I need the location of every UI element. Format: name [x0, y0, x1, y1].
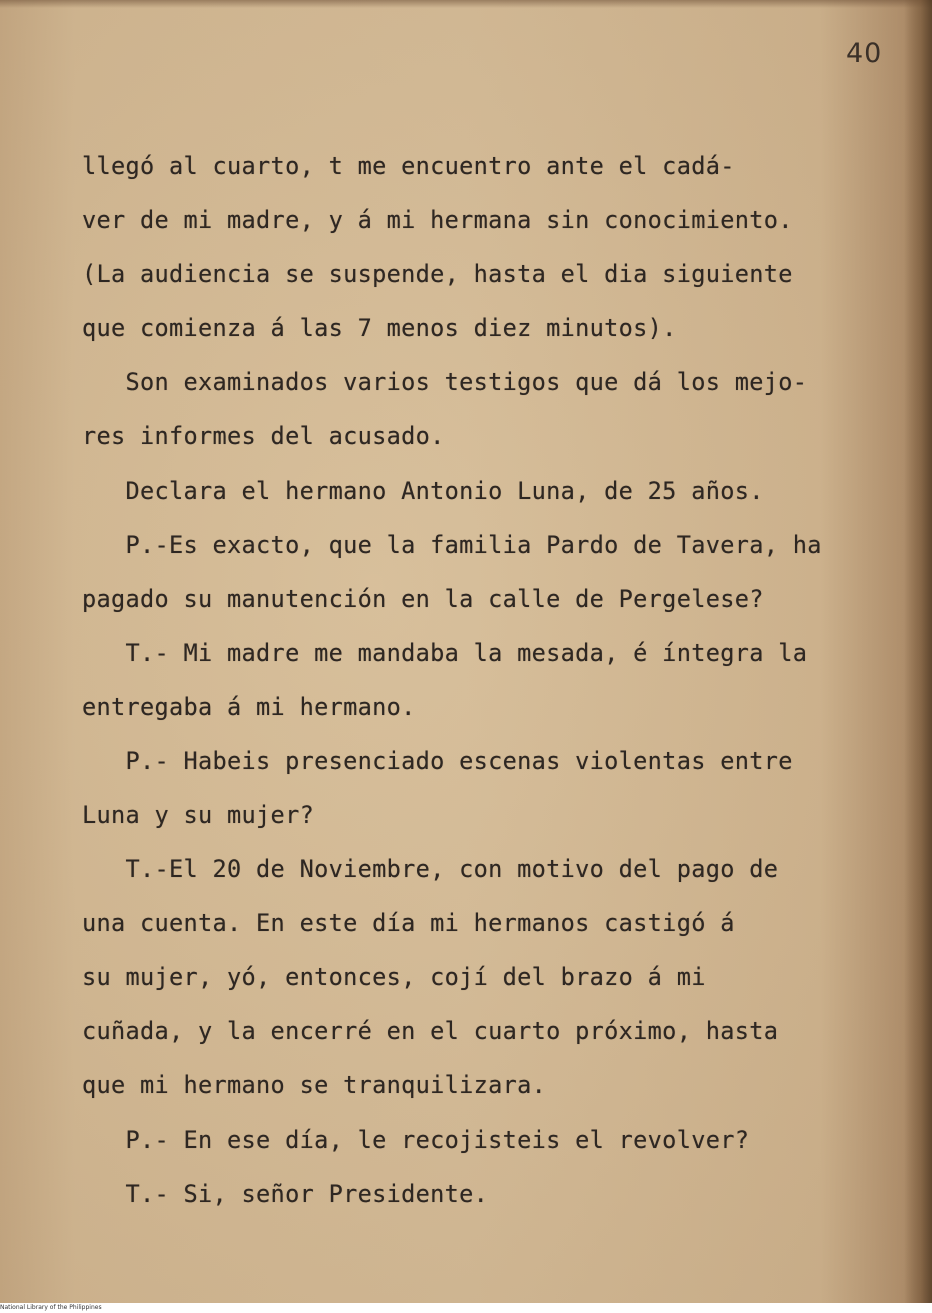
page-number: 40 — [846, 38, 883, 69]
text-line: que mi hermano se tranquilizara. — [82, 1071, 547, 1099]
text-line: T.- Si, señor Presidente. — [82, 1180, 489, 1208]
text-line: que comienza á las 7 menos diez minutos). — [82, 314, 677, 342]
text-line: Son examinados varios testigos que dá los mejo- — [82, 368, 808, 396]
text-line: T.- Mi madre me mandaba la mesada, é íntegra la — [82, 639, 808, 667]
text-line: pagado su manutención en la calle de Pergelese? — [82, 585, 764, 613]
text-line: (La audiencia se suspende, hasta el dia siguiente — [82, 260, 793, 288]
text-line: una cuenta. En este día mi hermanos castigó á — [82, 909, 735, 937]
text-line: P.- Habeis presenciado escenas violentas entre — [82, 747, 793, 775]
text-line: entregaba á mi hermano. — [82, 693, 416, 721]
text-line: P.-Es exacto, que la familia Pardo de Tavera, ha — [82, 531, 822, 559]
text-line: cuñada, y la encerré en el cuarto próximo, hasta — [82, 1017, 779, 1045]
text-line: su mujer, yó, entonces, cojí del brazo á mi — [82, 963, 706, 991]
text-line: llegó al cuarto, t me encuentro ante el cadá- — [82, 152, 735, 180]
text-line: T.-El 20 de Noviembre, con motivo del pago de — [82, 855, 779, 883]
footer-strip — [0, 1303, 932, 1313]
library-credit: National Library of the Philippines — [0, 1304, 102, 1311]
text-line: Luna y su mujer? — [82, 801, 315, 829]
text-line: ver de mi madre, y á mi hermana sin conocimiento. — [82, 206, 793, 234]
page-right-edge — [904, 0, 932, 1303]
text-line: res informes del acusado. — [82, 422, 445, 450]
text-line: Declara el hermano Antonio Luna, de 25 años. — [82, 477, 764, 505]
page-top-edge — [0, 0, 932, 8]
text-line: P.- En ese día, le recojisteis el revolver? — [82, 1126, 750, 1154]
